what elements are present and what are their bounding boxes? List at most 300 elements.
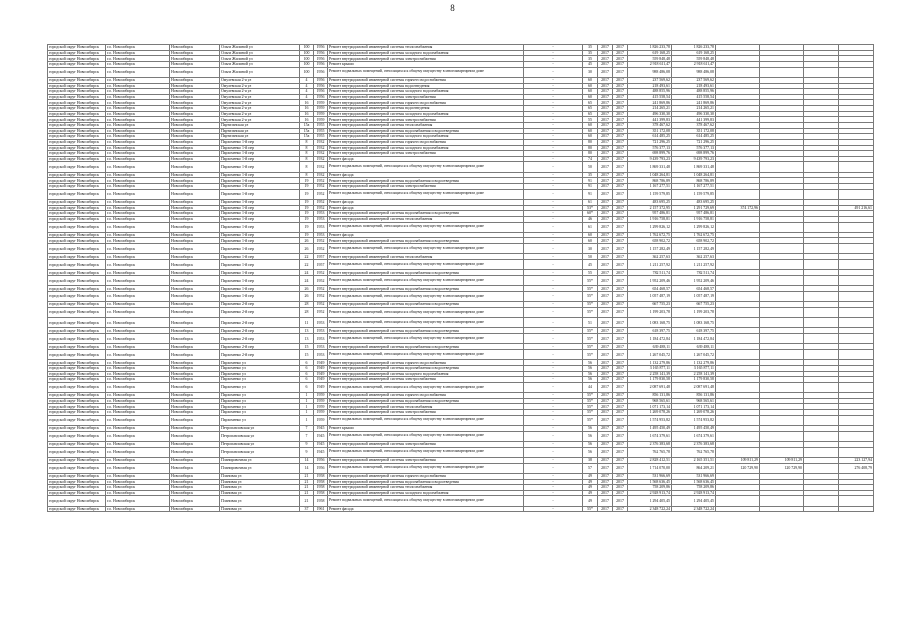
cell-year: 1957 <box>314 254 328 260</box>
cell-house: 15а <box>300 134 314 140</box>
cell-city: Новосибирск <box>170 145 220 151</box>
table-row <box>48 415 874 425</box>
cell-house: 26 <box>300 286 314 292</box>
cell-city: Новосибирск <box>170 238 220 244</box>
cell-city: Новосибирск <box>170 172 220 178</box>
cell-y2: 2017 <box>613 100 628 106</box>
cell-year: 1949 <box>314 360 328 366</box>
table-row <box>48 350 874 360</box>
cell-col8: - <box>524 415 583 425</box>
table-row <box>48 496 874 506</box>
cell-col8: - <box>524 151 583 157</box>
cell-col8: - <box>524 199 583 205</box>
cell-months: 55* <box>583 415 598 425</box>
cell-settlement: г.о. Новосибирск <box>106 302 170 308</box>
cell-y1: 2017 <box>598 199 613 205</box>
cell-work: Ремонт фасада <box>328 172 524 178</box>
cell-e3 <box>804 67 839 77</box>
table-row <box>48 260 874 270</box>
cell-house: 8 <box>300 172 314 178</box>
cell-y1: 2017 <box>598 56 613 62</box>
cell-city: Новосибирск <box>170 270 220 276</box>
cell-y1: 2017 <box>598 344 613 350</box>
cell-year: 1961 <box>314 506 328 512</box>
cell-house: 7 <box>300 426 314 432</box>
cell-col8: - <box>524 270 583 276</box>
cell-street: Пархоменко ул <box>220 404 300 410</box>
cell-e2 <box>760 291 804 301</box>
cell-settlement: г.о. Новосибирск <box>106 111 170 117</box>
cell-house: 14 <box>300 457 314 463</box>
cell-y1: 2017 <box>598 404 613 410</box>
cell-city: Новосибирск <box>170 50 220 56</box>
cell-e2 <box>760 162 804 172</box>
cell-y2: 2017 <box>613 490 628 496</box>
cell-y2: 2017 <box>613 426 628 432</box>
cell-cost: 988 486,08 <box>628 67 672 77</box>
cell-e4: 276 408,79 <box>839 463 874 473</box>
cell-months: 55* <box>583 410 598 416</box>
cell-district: городской округ Новосибирск <box>48 61 106 67</box>
cell-y2: 2017 <box>613 398 628 404</box>
cell-city: Новосибирск <box>170 199 220 205</box>
cell-year: 1945 <box>314 442 328 448</box>
cell-settlement: г.о. Новосибирск <box>106 393 170 399</box>
table-row <box>48 463 874 473</box>
cell-cost: 1 179 830,58 <box>628 377 672 383</box>
cell-year: 1945 <box>314 431 328 441</box>
cell-street: Пархоменко 1-й пер <box>220 232 300 238</box>
cell-cost2: 667 755,23 <box>672 302 716 308</box>
cell-city: Новосибирск <box>170 122 220 128</box>
cell-cost: 2 157 372,95 <box>628 205 672 211</box>
cell-street: Омулевская 2-я ул <box>220 83 300 89</box>
cell-district: городской округ Новосибирск <box>48 216 106 222</box>
cell-cost2: 559 848,48 <box>672 56 716 62</box>
cell-work: Ремонт внутридомовой инженерной системы холодного водоснабжения <box>328 50 524 56</box>
cell-cost2: 1 568 636,45 <box>672 479 716 485</box>
cell-street: Пархоменко 1-й пер <box>220 151 300 157</box>
cell-e4 <box>839 222 874 232</box>
cell-y1: 2017 <box>598 128 613 134</box>
cell-col8: - <box>524 77 583 83</box>
cell-year: 1957 <box>314 260 328 270</box>
cell-cost2: 988 486,08 <box>672 67 716 77</box>
cell-cost2: 1 083 168,75 <box>672 318 716 328</box>
cell-work: Ремонт внутридомовой инженерной системы теплоснабжения <box>328 122 524 128</box>
cell-col8: - <box>524 254 583 260</box>
cell-city: Новосибирск <box>170 178 220 184</box>
cell-cost: 1 714 070,00 <box>628 463 672 473</box>
cell-house: 19 <box>300 184 314 190</box>
cell-work: Ремонт крыши <box>328 426 524 432</box>
cell-e1 <box>716 382 760 392</box>
cell-e1 <box>716 244 760 254</box>
cell-cost: 415 558,54 <box>628 94 672 100</box>
cell-street: Пархоменко ул <box>220 393 300 399</box>
cell-settlement: г.о. Новосибирск <box>106 232 170 238</box>
cell-y1: 2017 <box>598 89 613 95</box>
cell-work: Ремонт внутридомовой инженерной системы горячего водоснабжения <box>328 139 524 145</box>
cell-district: городской округ Новосибирск <box>48 83 106 89</box>
cell-district: городской округ Новосибирск <box>48 270 106 276</box>
cell-months: 49 <box>583 496 598 506</box>
cell-street: Пархоменко ул <box>220 365 300 371</box>
cell-y2: 2017 <box>613 89 628 95</box>
cell-year: 1953 <box>314 344 328 350</box>
cell-district: городской округ Новосибирск <box>48 172 106 178</box>
cell-e3 <box>804 431 839 441</box>
cell-house: 21 <box>300 485 314 491</box>
cell-y2: 2017 <box>613 463 628 473</box>
cell-work: Ремонт подвальных помещений, относящихся к общему имуществу в многоквартирном доме <box>328 162 524 172</box>
cell-city: Новосибирск <box>170 334 220 344</box>
cell-district: городской округ Новосибирск <box>48 56 106 62</box>
cell-house: 21 <box>300 479 314 485</box>
table-body <box>48 45 874 512</box>
cell-year: 1932 <box>314 162 328 172</box>
cell-col8: - <box>524 56 583 62</box>
cell-months: 55* <box>583 291 598 301</box>
cell-y2: 2017 <box>613 216 628 222</box>
cell-street: Пархоменко 1-й пер <box>220 162 300 172</box>
cell-settlement: г.о. Новосибирск <box>106 117 170 123</box>
cell-city: Новосибирск <box>170 244 220 254</box>
cell-cost: 351 172,08 <box>628 128 672 134</box>
cell-cost: 218 493,61 <box>628 83 672 89</box>
cell-months: 60 <box>583 134 598 140</box>
cell-cost2: 218 493,61 <box>672 83 716 89</box>
cell-house: 4 <box>300 77 314 83</box>
cell-district: городской округ Новосибирск <box>48 276 106 286</box>
cell-y1: 2017 <box>598 151 613 157</box>
cell-months: 91 <box>583 184 598 190</box>
cell-cost: 2 918 611,47 <box>628 61 672 67</box>
cell-cost2: 968 565,61 <box>672 398 716 404</box>
cell-e4 <box>839 307 874 317</box>
cell-months: 55* <box>583 286 598 292</box>
cell-street: Омулевская 2-я ул <box>220 100 300 106</box>
cell-year: 1953 <box>314 232 328 238</box>
cell-y2: 2017 <box>613 350 628 360</box>
cell-street: Пархоменко 1-й пер <box>220 189 300 199</box>
cell-y2: 2017 <box>613 302 628 308</box>
cell-cost: 698 899,76 <box>628 151 672 157</box>
cell-col8: - <box>524 89 583 95</box>
cell-cost2: 1 826 233,78 <box>672 45 716 51</box>
cell-cost: 1 869 331,48 <box>628 162 672 172</box>
cell-cost: 9 439 793,23 <box>628 156 672 162</box>
cell-district: городской округ Новосибирск <box>48 117 106 123</box>
cell-street: Пархоменко 1-й пер <box>220 205 300 211</box>
cell-work: Ремонт внутридомовой инженерной системы водоснабжения и водоотведения <box>328 479 524 485</box>
cell-city: Новосибирск <box>170 506 220 512</box>
cell-settlement: г.о. Новосибирск <box>106 139 170 145</box>
cell-cost: 1 267 045,72 <box>628 350 672 360</box>
cell-year: 1953 <box>314 328 328 334</box>
cell-e4 <box>839 291 874 301</box>
cell-settlement: г.о. Новосибирск <box>106 344 170 350</box>
cell-months: 80 <box>583 139 598 145</box>
cell-cost2: 488 855,96 <box>672 89 716 95</box>
cell-district: городской округ Новосибирск <box>48 344 106 350</box>
cell-y1: 2017 <box>598 134 613 140</box>
cell-cost2: 619 168,25 <box>672 50 716 56</box>
cell-work: Ремонт подвальных помещений, относящихся к общему имуществу в многоквартирном доме <box>328 463 524 473</box>
cell-settlement: г.о. Новосибирск <box>106 506 170 512</box>
cell-settlement: г.о. Новосибирск <box>106 151 170 157</box>
cell-year: 1953 <box>314 216 328 222</box>
cell-street: Пархоменко 1-й пер <box>220 178 300 184</box>
cell-settlement: г.о. Новосибирск <box>106 145 170 151</box>
cell-e4 <box>839 67 874 77</box>
cell-months: 35 <box>583 56 598 62</box>
cell-y2: 2017 <box>613 415 628 425</box>
cell-y2: 2017 <box>613 56 628 62</box>
cell-street: Пархоменко 1-й пер <box>220 172 300 178</box>
cell-work: Ремонт внутридомовой инженерной системы теплоснабжения <box>328 45 524 51</box>
cell-months: 55* <box>583 302 598 308</box>
cell-y2: 2017 <box>613 334 628 344</box>
cell-house: 6 <box>300 365 314 371</box>
cell-work: Ремонт подвальных помещений, относящихся к общему имуществу в многоквартирном доме <box>328 244 524 254</box>
cell-district: городской округ Новосибирск <box>48 189 106 199</box>
cell-street: Партизанская ул <box>220 128 300 134</box>
cell-street: Плановая ул <box>220 473 300 479</box>
table-row <box>48 382 874 392</box>
cell-months: 60 <box>583 83 598 89</box>
cell-district: городской округ Новосибирск <box>48 302 106 308</box>
cell-city: Новосибирск <box>170 156 220 162</box>
cell-cost: 658 902,72 <box>628 238 672 244</box>
cell-col8: - <box>524 350 583 360</box>
cell-e3 <box>804 222 839 232</box>
cell-cost2: 2 918 611,47 <box>672 61 716 67</box>
cell-col8: - <box>524 50 583 56</box>
cell-house: 26 <box>300 238 314 244</box>
cell-city: Новосибирск <box>170 291 220 301</box>
cell-e3 <box>804 276 839 286</box>
cell-col8: - <box>524 496 583 506</box>
cell-settlement: г.о. Новосибирск <box>106 189 170 199</box>
cell-house: 6 <box>300 382 314 392</box>
cell-work: Ремонт подвальных помещений, относящихся к общему имуществу в многоквартирном доме <box>328 350 524 360</box>
cell-street: Пархоменко 1-й пер <box>220 238 300 244</box>
cell-city: Новосибирск <box>170 377 220 383</box>
cell-work: Ремонт внутридомовой инженерной системы водоотведения <box>328 106 524 112</box>
cell-y1: 2017 <box>598 490 613 496</box>
cell-house: 15а <box>300 122 314 128</box>
cell-work: Ремонт подвальных помещений, относящихся к общему имуществу в многоквартирном доме <box>328 415 524 425</box>
cell-settlement: г.о. Новосибирск <box>106 205 170 211</box>
cell-street: Пархоменко 1-й пер <box>220 184 300 190</box>
cell-district: городской округ Новосибирск <box>48 77 106 83</box>
cell-y2: 2017 <box>613 205 628 211</box>
cell-y2: 2017 <box>613 199 628 205</box>
cell-street: Пархоменко 2-й пер <box>220 344 300 350</box>
cell-city: Новосибирск <box>170 463 220 473</box>
table-row <box>48 431 874 441</box>
cell-cost: 531 966,69 <box>628 473 672 479</box>
cell-y1: 2017 <box>598 506 613 512</box>
cell-e1 <box>716 291 760 301</box>
cell-months: 53* <box>583 205 598 211</box>
cell-y2: 2017 <box>613 360 628 366</box>
cell-y2: 2017 <box>613 172 628 178</box>
cell-months: 44 <box>583 382 598 392</box>
cell-col8: - <box>524 426 583 432</box>
cell-cost: 2 258 141,39 <box>628 371 672 377</box>
cell-settlement: г.о. Новосибирск <box>106 365 170 371</box>
cell-cost: 2 348 722,24 <box>628 506 672 512</box>
cell-year: 1958 <box>314 473 328 479</box>
cell-y1: 2017 <box>598 485 613 491</box>
cell-district: городской округ Новосибирск <box>48 463 106 473</box>
cell-settlement: г.о. Новосибирск <box>106 89 170 95</box>
cell-e4 <box>839 447 874 457</box>
cell-house: 13 <box>300 328 314 334</box>
cell-y1: 2017 <box>598 83 613 89</box>
cell-year: 1959 <box>314 398 328 404</box>
cell-settlement: г.о. Новосибирск <box>106 371 170 377</box>
cell-cost: 782 511,74 <box>628 270 672 276</box>
cell-year: 1952 <box>314 244 328 254</box>
cell-district: городской округ Новосибирск <box>48 244 106 254</box>
cell-cost2: 1 495 450,49 <box>672 426 716 432</box>
cell-y2: 2017 <box>613 151 628 157</box>
cell-e3 <box>804 162 839 172</box>
cell-cost2: 721 296,25 <box>672 139 716 145</box>
cell-house: 22 <box>300 254 314 260</box>
cell-e3 <box>804 307 839 317</box>
cell-year: 1956 <box>314 67 328 77</box>
cell-cost2: 614 485,25 <box>672 134 716 140</box>
cell-city: Новосибирск <box>170 128 220 134</box>
cell-y2: 2017 <box>613 156 628 162</box>
cell-y1: 2017 <box>598 244 613 254</box>
cell-y1: 2017 <box>598 426 613 432</box>
cell-y1: 2017 <box>598 393 613 399</box>
cell-cost: 868 786,89 <box>628 178 672 184</box>
cell-cost: 1 157 282,49 <box>628 244 672 254</box>
cell-cost: 1 674 379,61 <box>628 431 672 441</box>
cell-district: городской округ Новосибирск <box>48 211 106 217</box>
cell-city: Новосибирск <box>170 151 220 157</box>
cell-y2: 2017 <box>613 506 628 512</box>
cell-house: 22 <box>300 260 314 270</box>
cell-y2: 2017 <box>613 238 628 244</box>
cell-months: 45 <box>583 260 598 270</box>
cell-settlement: г.о. Новосибирск <box>106 415 170 425</box>
cell-street: Пархоменко 1-й пер <box>220 139 300 145</box>
cell-district: городской округ Новосибирск <box>48 404 106 410</box>
cell-e1 <box>716 318 760 328</box>
cell-cost2: 957 486,81 <box>672 211 716 217</box>
cell-house: 1 <box>300 415 314 425</box>
cell-city: Новосибирск <box>170 286 220 292</box>
cell-col8: - <box>524 334 583 344</box>
cell-col8: - <box>524 479 583 485</box>
cell-y1: 2017 <box>598 302 613 308</box>
cell-months: 45 <box>583 61 598 67</box>
cell-col8: - <box>524 318 583 328</box>
cell-y1: 2017 <box>598 254 613 260</box>
cell-district: городской округ Новосибирск <box>48 94 106 100</box>
cell-e2 <box>760 260 804 270</box>
cell-district: городской округ Новосибирск <box>48 89 106 95</box>
cell-cost: 2 087 691,48 <box>628 382 672 392</box>
cell-col8: - <box>524 189 583 199</box>
cell-street: Пархоменко 1-й пер <box>220 216 300 222</box>
cell-street: Пархоменко 1-й пер <box>220 270 300 276</box>
cell-settlement: г.о. Новосибирск <box>106 172 170 178</box>
cell-e3 <box>804 415 839 425</box>
cell-house: 100 <box>300 56 314 62</box>
cell-year: 1949 <box>314 365 328 371</box>
cell-work: Ремонт внутридомовой инженерной системы водоснабжения и водоотведения <box>328 302 524 308</box>
cell-settlement: г.о. Новосибирск <box>106 244 170 254</box>
table-row <box>48 162 874 172</box>
cell-cost: 619 168,25 <box>628 50 672 56</box>
cell-city: Новосибирск <box>170 479 220 485</box>
cell-cost: 1 184 472,84 <box>628 334 672 344</box>
cell-cost: 1 071 173,14 <box>628 404 672 410</box>
cell-work: Ремонт внутридомовой инженерной системы холодного водоснабжения <box>328 371 524 377</box>
cell-house: 1 <box>300 404 314 410</box>
cell-y2: 2017 <box>613 393 628 399</box>
cell-city: Новосибирск <box>170 61 220 67</box>
cell-y2: 2017 <box>613 232 628 238</box>
cell-cost: 1 294 405,45 <box>628 496 672 506</box>
cell-y2: 2017 <box>613 77 628 83</box>
cell-year: 1949 <box>314 377 328 383</box>
cell-e4 <box>839 431 874 441</box>
cell-y1: 2017 <box>598 447 613 457</box>
cell-col8: - <box>524 122 583 128</box>
cell-months: 60 <box>583 232 598 238</box>
cell-settlement: г.о. Новосибирск <box>106 473 170 479</box>
cell-work: Ремонт внутридомовой инженерной системы теплоснабжения <box>328 254 524 260</box>
cell-col8: - <box>524 244 583 254</box>
cell-cost2: 2 928 913,74 <box>672 490 716 496</box>
cell-y1: 2017 <box>598 211 613 217</box>
cell-cost2: 1 574 953,82 <box>672 415 716 425</box>
cell-cost: 618 397,75 <box>628 328 672 334</box>
cell-col8: - <box>524 404 583 410</box>
cell-settlement: г.о. Новосибирск <box>106 382 170 392</box>
cell-house: 15а <box>300 128 314 134</box>
cell-settlement: г.о. Новосибирск <box>106 457 170 463</box>
cell-house: 7 <box>300 431 314 441</box>
cell-cost: 1 167 277,51 <box>628 184 672 190</box>
cell-y1: 2017 <box>598 276 613 286</box>
cell-col8: - <box>524 156 583 162</box>
cell-house: 16 <box>300 106 314 112</box>
cell-y2: 2017 <box>613 222 628 232</box>
cell-settlement: г.о. Новосибирск <box>106 184 170 190</box>
cell-work: Ремонт внутридомовой инженерной системы электроснабжения <box>328 151 524 157</box>
cell-settlement: г.о. Новосибирск <box>106 128 170 134</box>
cell-y1: 2017 <box>598 307 613 317</box>
cell-year: 1952 <box>314 238 328 244</box>
cell-months: 35 <box>583 172 598 178</box>
cell-work: Ремонт подвальных помещений, относящихся к общему имуществу в многоквартирном доме <box>328 67 524 77</box>
cell-y2: 2017 <box>613 270 628 276</box>
cell-city: Новосибирск <box>170 205 220 211</box>
cell-e2 <box>760 382 804 392</box>
cell-year: 1958 <box>314 496 328 506</box>
cell-e2 <box>760 67 804 77</box>
